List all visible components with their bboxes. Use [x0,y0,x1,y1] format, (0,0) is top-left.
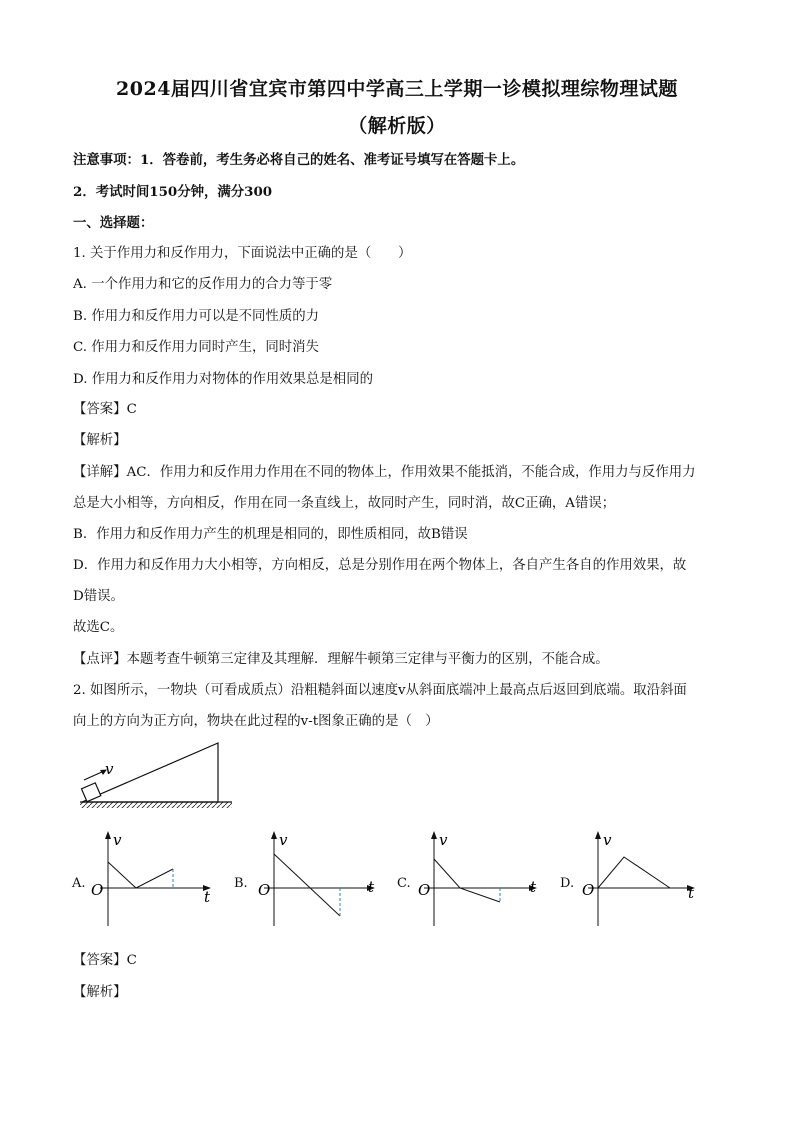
y-axis-label: v [603,831,612,849]
vt-curve [274,854,340,916]
q1-detail-line-6: 故选C。 [73,620,124,635]
graph-b [250,826,380,931]
page-subtitle: （解析版） [348,115,446,137]
q1-option-a: A. 一个作用力和它的反作用力的合力等于零 [73,277,333,292]
answer-value: C [126,402,137,417]
comment-text: 本题考查牛顿第三定律及其理解．理解牛顿第三定律与平衡力的区别，不能合成。 [126,652,609,667]
vt-curve [434,859,500,902]
q1-analysis-tag: 【解析】 [73,433,127,448]
y-axis-label: v [439,831,448,849]
graph-c-label: C. [397,876,411,891]
answer-tag: 【答案】 [73,402,127,417]
sliding-block [81,783,100,802]
graph-a-label: A. [72,876,86,891]
detail-text: AC．作用力和反作用力作用在不同的物体上，作用效果不能抵消，不能合成，作用力与反作用力 [126,465,696,480]
q2-analysis-tag: 【解析】 [73,985,127,1000]
y-axis-arrow [271,831,277,839]
x-axis-label: t [530,878,537,896]
y-axis-label: v [113,831,122,849]
vt-curve [108,862,173,888]
origin-label: O [258,881,271,899]
graph-c [412,826,542,931]
notice-line-2: 2．考试时间150分钟，满分300 [73,184,273,200]
q1-detail-line-5: D错误。 [73,589,124,604]
q1-detail-line-1 [73,463,728,483]
q1-detail-line-3: B．作用力和反作用力产生的机理是相同的，即性质相同，故B错误 [73,527,468,542]
y-axis-arrow [105,831,111,839]
velocity-arrow [84,771,104,780]
graph-d-label: D. [560,876,575,891]
velocity-label: v [105,760,114,778]
origin-label: O [418,881,431,899]
y-axis-arrow [595,831,601,839]
q1-stem: 1. 关于作用力和反作用力，下面说法中正确的是（ ） [73,246,412,261]
vt-curve [598,857,670,888]
x-axis-label: t [688,884,695,902]
q2-answer [73,951,728,971]
y-axis-arrow [431,831,437,839]
q1-detail-line-4: D．作用力和反作用力大小相等，方向相反，总是分别作用在两个物体上，各自产生各自的作用效果，故 [73,558,687,573]
q1-answer [73,400,728,420]
q1-option-c: C. 作用力和反作用力同时产生，同时消失 [73,340,319,355]
graph-b-label: B. [234,876,248,891]
incline-diagram [70,735,240,817]
graph-a [86,826,216,931]
y-axis-label: v [279,831,288,849]
q2-stem-line-2: 向上的方向为正方向，物块在此过程的v-t图象正确的是（ ） [73,714,439,729]
answer-value: C [126,953,137,968]
notice-line-1: 注意事项：1．答卷前，考生务必将自己的姓名、准考证号填写在答题卡上。 [73,152,525,168]
q1-option-b: B. 作用力和反作用力可以是不同性质的力 [73,309,319,324]
graph-d [576,826,706,931]
detail-tag: 【详解】 [73,465,127,480]
section-heading: 一、选择题： [73,215,154,231]
q1-detail-line-2: 总是大小相等，方向相反，作用在同一条直线上，故同时产生，同时消，故C正确，A错误； [73,496,616,511]
q1-comment [73,650,728,670]
origin-label: O [582,881,595,899]
comment-tag: 【点评】 [73,652,127,667]
q1-option-d: D. 作用力和反作用力对物体的作用效果总是相同的 [73,372,373,387]
x-axis-label: t [368,878,375,896]
x-axis-label: t [204,888,211,906]
ground-hatching [80,802,232,808]
q2-stem-line-1: 2. 如图所示，一物块（可看成质点）沿粗糙斜面以速度v从斜面底端冲上最高点后返回到底端。取沿斜面 [73,683,687,698]
origin-label: O [91,881,104,899]
page-title: 2024届四川省宜宾市第四中学高三上学期一诊模拟理综物理试题 [116,78,678,100]
answer-tag: 【答案】 [73,953,127,968]
